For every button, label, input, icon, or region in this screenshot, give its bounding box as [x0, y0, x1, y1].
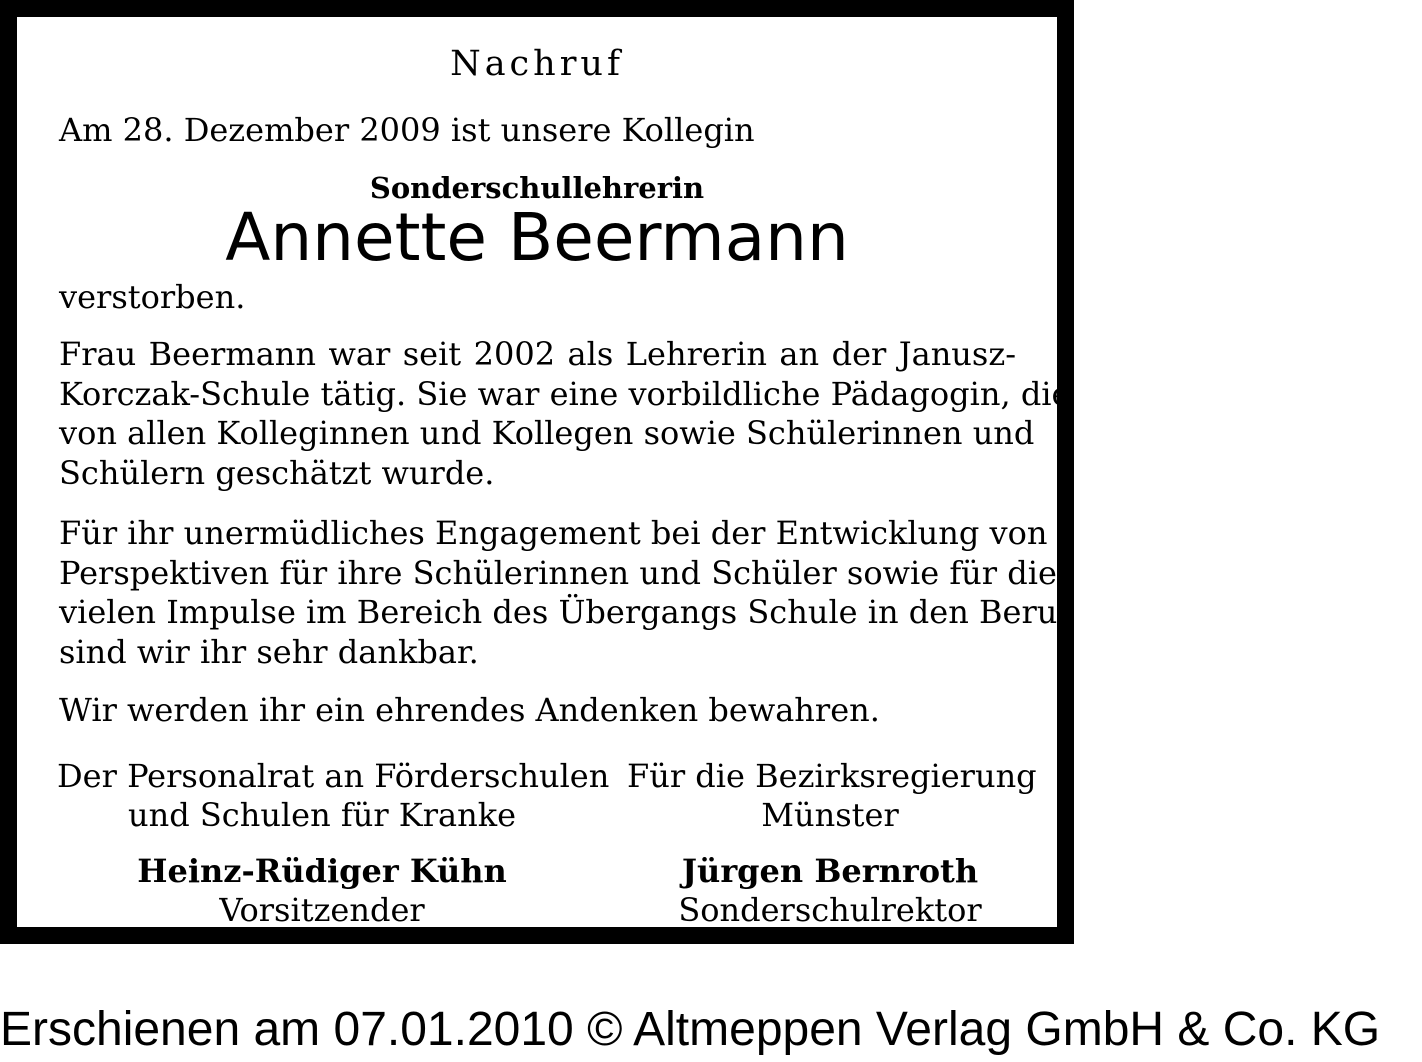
deceased-name: Annette Beermann — [225, 199, 849, 276]
signatory-org-line: Münster — [761, 796, 899, 834]
signatory-staff-council — [57, 757, 610, 930]
obituary-notice — [17, 17, 1071, 929]
deceased-word: verstorben. — [59, 278, 246, 316]
paragraph-line: Wir werden ihr ein ehrendes Andenken bewahren. — [59, 691, 880, 729]
publication-footer: Erschienen am 07.01.2010 © Altmeppen Verlag GmbH & Co. KG — [0, 1003, 1381, 1056]
paragraph-line: Frau Beermann war seit 2002 als Lehrerin an der Janusz- — [59, 335, 1016, 373]
signatory-org-line: Der Personalrat an Förderschulen — [57, 757, 610, 795]
paragraph-gratitude — [59, 514, 1070, 672]
signatory-org-line: und Schulen für Kranke — [127, 796, 517, 834]
paragraph-line: von allen Kolleginnen und Kollegen sowie Schülerinnen und — [59, 414, 1035, 452]
intro-line: Am 28. Dezember 2009 ist unsere Kollegin — [59, 111, 755, 149]
signatory-name: Heinz-Rüdiger Kühn — [137, 852, 507, 890]
paragraph-line: Schülern geschätzt wurde. — [59, 453, 495, 492]
paragraph-line: Für ihr unermüdliches Engagement bei der Entwicklung von — [59, 514, 1048, 552]
paragraph-line: vielen Impulse im Bereich des Übergangs Schule in den Beruf — [59, 593, 1070, 631]
paragraph-remembrance — [59, 691, 1016, 731]
paragraph-line: sind wir ihr sehr dankbar. — [59, 632, 479, 671]
paragraph-career — [59, 335, 1071, 493]
signatory-role: Sonderschulrektor — [678, 891, 982, 929]
signatory-name: Jürgen Bernroth — [681, 852, 979, 890]
signatory-district-government — [627, 757, 1037, 930]
paragraph-line: Korczak-Schule tätig. Sie war eine vorbildliche Pädagogin, die — [59, 374, 1071, 413]
notice-heading: Nachruf — [450, 44, 624, 84]
paragraph-line: Perspektiven für ihre Schülerinnen und Schüler sowie für die — [59, 553, 1057, 592]
signatory-org-line: Für die Bezirksregierung — [627, 757, 1037, 795]
signatory-role: Vorsitzender — [219, 891, 425, 929]
profession-title: Sonderschullehrerin — [369, 171, 705, 205]
